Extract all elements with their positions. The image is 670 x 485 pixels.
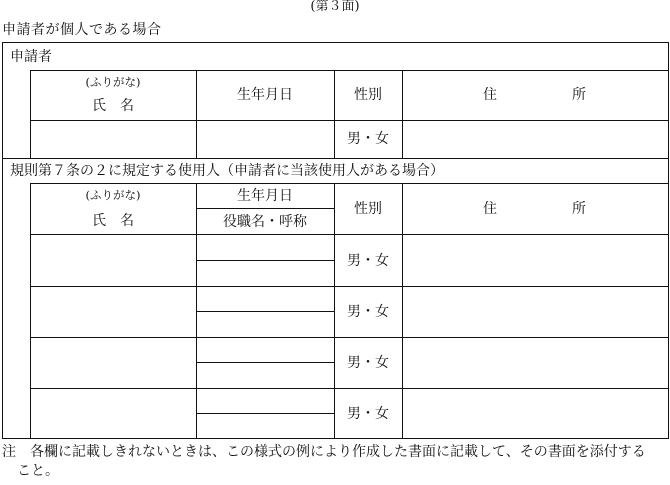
section2-header-bottom [30, 234, 669, 235]
users-title-label: 役職名・呼称 [223, 214, 307, 230]
section1-col-divider-3 [402, 70, 403, 159]
table-right-border [668, 42, 669, 439]
note-line-1: 注 各欄に記載しきれないときは、この様式の例により作成した書面に記載して、その書面を添付する [2, 444, 646, 460]
section1-col-divider-1 [196, 70, 197, 159]
row-separator-2 [30, 337, 669, 338]
users-name-label: 氏 名 [92, 213, 134, 229]
table-bottom-border [2, 438, 669, 439]
birthdate-title-divider [196, 208, 335, 209]
users-row-2-gender-choice: 男・女 [347, 304, 389, 320]
users-furigana-label: (ふりがな) [85, 188, 141, 202]
users-gender-label: 性別 [354, 201, 382, 217]
form-note [2, 443, 670, 481]
table-top-border [2, 42, 669, 43]
applicant-gender-choice: 男・女 [347, 131, 389, 147]
applicant-section-title: 申請者 [10, 49, 52, 65]
users-row-4-gender-choice: 男・女 [347, 406, 389, 422]
users-address-label-2: 所 [572, 201, 586, 217]
row3-split [196, 362, 335, 363]
row4-split [196, 413, 335, 414]
users-row-1-gender-choice: 男・女 [347, 253, 389, 269]
row2-split [196, 311, 335, 312]
section2-header-top [30, 183, 669, 184]
applicant-birthdate-label: 生年月日 [237, 87, 293, 103]
users-section-title: 規則第７条の２に規定する使用人（申請者に当該使用人がある場合） [10, 163, 444, 179]
section2-col-divider-3 [402, 183, 403, 439]
row-separator-1 [30, 286, 669, 287]
applicant-name-label: 氏 名 [92, 98, 134, 114]
applicant-furigana-label: (ふりがな) [85, 75, 141, 89]
applicant-gender-label: 性別 [354, 87, 382, 103]
users-address-label-1: 住 [483, 201, 497, 217]
section1-header-top [30, 70, 669, 71]
users-birthdate-label: 生年月日 [237, 188, 293, 204]
note-line-2: こと。 [17, 463, 59, 479]
table-left-border [2, 42, 3, 439]
row-separator-3 [30, 388, 669, 389]
applicant-address-label-1: 住 [483, 87, 497, 103]
page-number: (第３面) [310, 0, 360, 14]
applicant-address-label-2: 所 [572, 87, 586, 103]
section-separator [2, 158, 669, 159]
row1-split [196, 260, 335, 261]
users-row-3-gender-choice: 男・女 [347, 355, 389, 371]
section1-header-bottom [30, 120, 669, 121]
form-caption: 申請者が個人である場合 [2, 22, 162, 38]
